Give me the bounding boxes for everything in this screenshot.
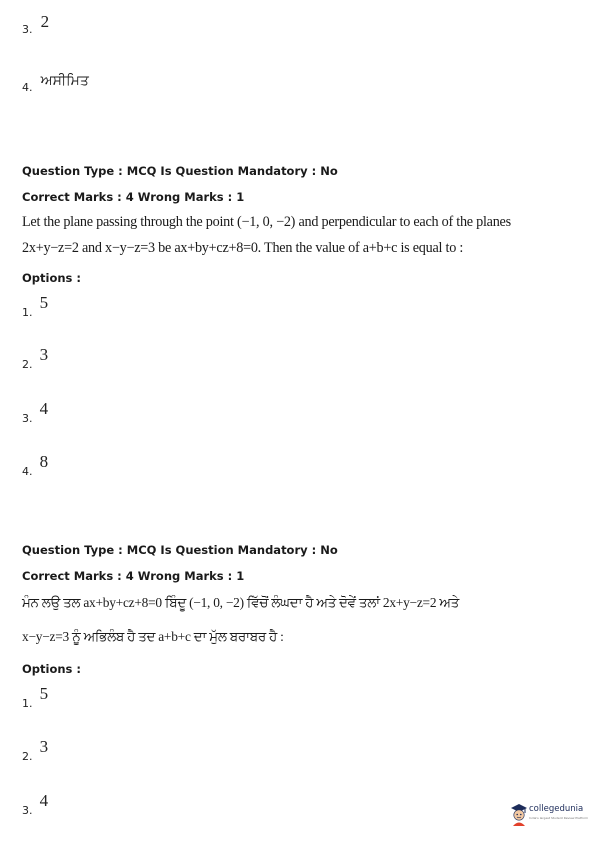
question-marks-line: Correct Marks : 4 Wrong Marks : 1 xyxy=(22,569,245,583)
option-value: 5 xyxy=(39,293,49,312)
option-row xyxy=(22,684,49,712)
collegedunia-logo xyxy=(509,800,595,828)
option-number: 2. xyxy=(22,750,33,763)
option-row xyxy=(22,293,49,321)
logo-name: collegedunia xyxy=(529,804,584,814)
option-row xyxy=(22,345,49,373)
option-row xyxy=(22,737,49,765)
option-number: 3. xyxy=(22,412,33,425)
option-row xyxy=(22,12,50,38)
question-text-line: ਮੰਨ ਲਉ ਤਲ ax+by+cz+8=0 ਬਿੰਦੂ (−1, 0, −2) ਵਿੱਚੋਂ ਲੰਘਦਾ ਹੈ ਅਤੇ ਦੋਵੇਂ ਤਲਾਂ 2x+y−z=2 ਅਤੇ xyxy=(22,595,459,610)
option-number: 3. xyxy=(22,23,33,36)
option-row xyxy=(22,791,49,819)
option-value: 3 xyxy=(39,345,49,364)
option-value: 3 xyxy=(39,737,49,756)
option-number: 4. xyxy=(22,81,33,94)
options-label: Options : xyxy=(22,271,81,285)
options-label: Options : xyxy=(22,662,81,676)
option-number: 4. xyxy=(22,465,33,478)
option-value: ਅਸੀਮਿਤ xyxy=(40,73,89,89)
option-number: 3. xyxy=(22,804,33,817)
option-row xyxy=(22,73,89,95)
question-type-line: Question Type : MCQ Is Question Mandatory : No xyxy=(22,164,338,178)
option-value: 4 xyxy=(39,399,49,418)
question-text-line: x−y−z=3 ਨੂੰ ਅਭਿਲੰਬ ਹੈ ਤਦ a+b+c ਦਾ ਮੁੱਲ ਬਰਾਬਰ ਹੈ : xyxy=(22,629,284,644)
graduate-mascot-icon xyxy=(509,802,529,826)
option-row xyxy=(22,452,49,480)
question-type-line: Question Type : MCQ Is Question Mandatory : No xyxy=(22,543,338,557)
option-value: 5 xyxy=(39,684,49,703)
option-value: 8 xyxy=(39,452,49,471)
option-value: 4 xyxy=(39,791,49,810)
option-row xyxy=(22,399,49,427)
option-value: 2 xyxy=(40,12,50,31)
question-text-line: Let the plane passing through the point (−1, 0, −2) and perpendicular to each of the planes xyxy=(22,214,511,230)
question-text-line: 2x+y−z=2 and x−y−z=3 be ax+by+cz+8=0. Then the value of a+b+c is equal to : xyxy=(22,240,464,256)
question-marks-line: Correct Marks : 4 Wrong Marks : 1 xyxy=(22,190,245,204)
option-number: 1. xyxy=(22,697,33,710)
option-number: 1. xyxy=(22,306,33,319)
option-number: 2. xyxy=(22,358,33,371)
logo-tagline: India's largest Student Review Platform xyxy=(529,816,589,820)
